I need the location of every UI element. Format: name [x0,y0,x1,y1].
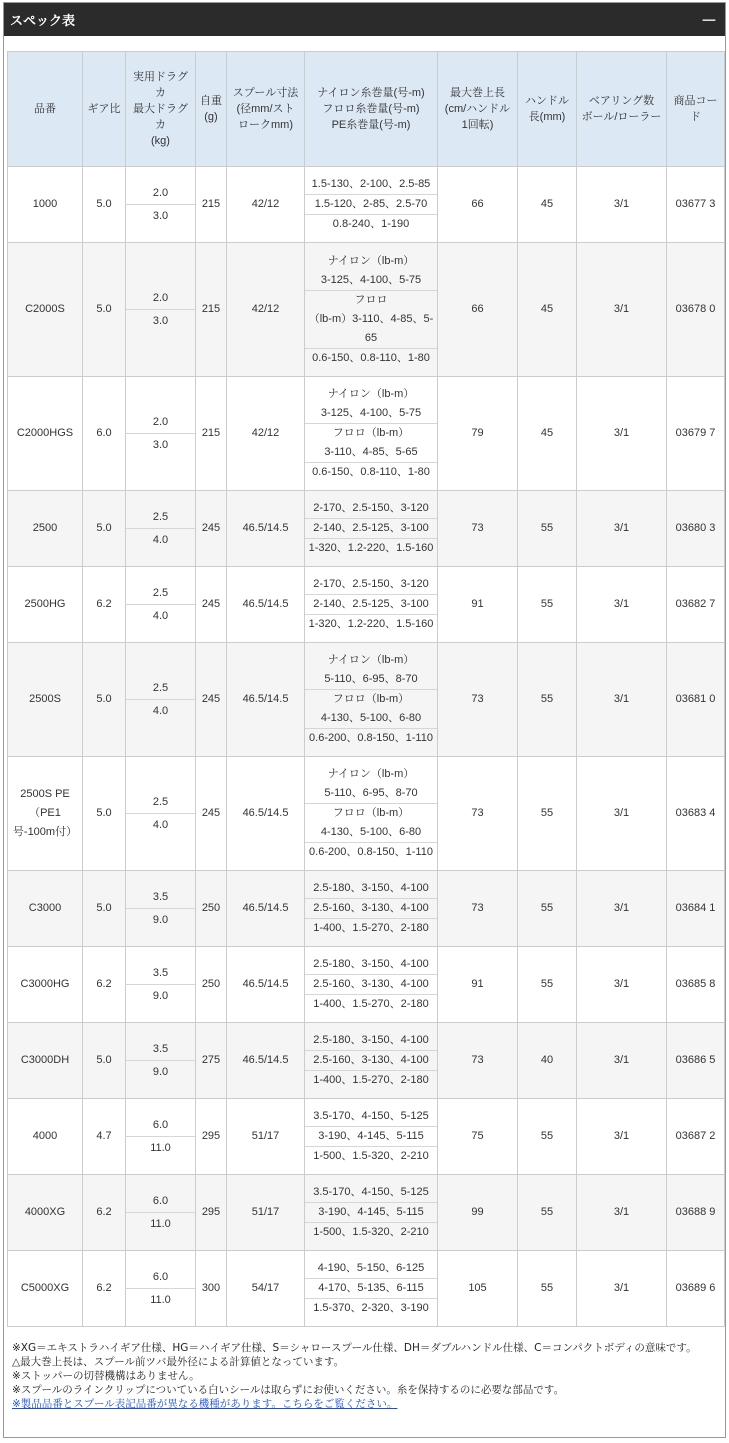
cell-line [305,871,438,947]
drag-value: 2.0 [152,292,169,304]
cell-spool: 46.5/14.5 [227,757,305,871]
cell-drag [126,167,196,243]
cell-spool: 42/12 [227,243,305,377]
cell-bearing: 3/1 [577,567,667,643]
cell-weight: 250 [196,871,227,947]
cell-spool: 46.5/14.5 [227,871,305,947]
line-value: フロロ（lb-m） 4-130、5-100、6-80 [305,689,437,728]
cell-code: 03687 2 [667,1099,725,1175]
line-value: 0.8-240、1-190 [305,214,437,234]
panel-title: スペック表 [10,14,76,29]
cell-bearing: 3/1 [577,1175,667,1251]
cell-code: 03685 8 [667,947,725,1023]
cell-handle: 45 [518,167,577,243]
line-value: ナイロン（lb-m） 5-110、6-95、8-70 [324,654,418,685]
cell-handle: 55 [518,567,577,643]
cell-weight: 300 [196,1251,227,1327]
column-header: 最大巻上長(cm/ハンドル1回転) [438,52,518,167]
column-header: スプール寸法 (径mm/ストロークmm) [227,52,305,167]
collapse-icon[interactable]: － [700,11,717,30]
line-value: 4-190、5-150、6-125 [317,1262,425,1274]
column-header: ナイロン糸巻量(号-m) フロロ糸巻量(号-m) PE糸巻量(号-m) [305,52,438,167]
cell-weight: 295 [196,1099,227,1175]
line-value: 1-500、1.5-320、2-210 [305,1222,437,1242]
cell-weight: 295 [196,1175,227,1251]
line-value: ナイロン（lb-m） 5-110、6-95、8-70 [324,768,418,799]
cell-code: 03688 9 [667,1175,725,1251]
drag-value: 2.5 [152,511,169,523]
drag-value: 4.0 [126,699,195,722]
line-value: 2.5-180、3-150、4-100 [313,958,429,970]
cell-model: C3000DH [8,1023,83,1099]
cell-gear: 5.0 [83,167,126,243]
line-value: 0.6-200、0.8-150、1-110 [305,728,437,748]
drag-value: 9.0 [126,984,195,1007]
cell-handle: 55 [518,1251,577,1327]
table-row [8,757,725,871]
cell-spool: 42/12 [227,167,305,243]
drag-value: 9.0 [126,908,195,931]
cell-bearing: 3/1 [577,1023,667,1099]
cell-line [305,567,438,643]
cell-drag [126,491,196,567]
line-value: ナイロン（lb-m） 3-125、4-100、5-75 [320,388,422,419]
table-row [8,243,725,377]
drag-value: 2.5 [152,796,169,808]
drag-value: 4.0 [126,604,195,627]
drag-value: 2.5 [152,587,169,599]
drag-value: 3.0 [126,204,195,227]
cell-code: 03684 1 [667,871,725,947]
cell-gear: 5.0 [83,643,126,757]
line-value: 1-400、1.5-270、2-180 [305,918,437,938]
line-value: ナイロン（lb-m） 3-125、4-100、5-75 [320,254,422,286]
drag-value: 6.0 [152,1195,169,1207]
cell-line [305,1023,438,1099]
table-row [8,567,725,643]
cell-gear: 6.2 [83,1175,126,1251]
cell-model: 2500 [8,491,83,567]
column-header: ベアリング数 ボール/ローラー [577,52,667,167]
drag-value: 6.0 [152,1119,169,1131]
cell-drag [126,757,196,871]
notes-section [12,1341,724,1411]
cell-bearing: 3/1 [577,757,667,871]
table-row [8,377,725,491]
cell-drag [126,1023,196,1099]
line-value: 0.6-200、0.8-150、1-110 [305,842,437,862]
note-line: ※XG＝エキストラハイギア仕様、HG＝ハイギア仕様、S＝シャロースプール仕様、DH＝ダブルハンドル仕様、C＝コンパクトボディの意味です。 [12,1342,697,1354]
cell-weight: 250 [196,947,227,1023]
table-row [8,871,725,947]
cell-handle: 55 [518,757,577,871]
drag-value: 3.5 [152,967,169,979]
cell-line [305,1175,438,1251]
line-value: 2.5-180、3-150、4-100 [313,1034,429,1046]
cell-bearing: 3/1 [577,947,667,1023]
cell-code: 03678 0 [667,243,725,377]
drag-value: 11.0 [126,1288,195,1311]
line-value: 3-190、4-145、5-115 [305,1202,437,1222]
cell-weight: 245 [196,491,227,567]
cell-drag [126,1251,196,1327]
line-value: 2.5-160、3-130、4-100 [305,1050,437,1070]
line-value: 1.5-130、2-100、2.5-85 [311,178,431,190]
cell-code: 03677 3 [667,167,725,243]
cell-gear: 4.7 [83,1099,126,1175]
drag-value: 6.0 [152,1271,169,1283]
cell-gear: 6.2 [83,1251,126,1327]
cell-drag [126,947,196,1023]
cell-weight: 215 [196,167,227,243]
cell-handle: 40 [518,1023,577,1099]
drag-value: 9.0 [126,1060,195,1083]
cell-spool: 46.5/14.5 [227,1023,305,1099]
note-line: △最大巻上長は、スプール前ツバ最外径による計算値となっています。 [12,1356,344,1368]
cell-gear: 5.0 [83,243,126,377]
cell-retrieve: 79 [438,377,518,491]
line-value: 1-400、1.5-270、2-180 [305,1070,437,1090]
line-value: 1.5-370、2-320、3-190 [305,1298,437,1318]
table-row [8,643,725,757]
cell-retrieve: 73 [438,491,518,567]
line-value: 1-320、1.2-220、1.5-160 [305,538,437,558]
drag-value: 3.0 [126,309,195,332]
table-row [8,1251,725,1327]
cell-code: 03681 0 [667,643,725,757]
cell-weight: 275 [196,1023,227,1099]
cell-gear: 6.0 [83,377,126,491]
spool-model-link[interactable]: ※製品品番とスプール表記品番が異なる機種があります。こちらをご覧ください。 [12,1398,398,1410]
cell-spool: 42/12 [227,377,305,491]
column-header: 品番 [8,52,83,167]
cell-model: 4000 [8,1099,83,1175]
cell-handle: 55 [518,643,577,757]
cell-code: 03689 6 [667,1251,725,1327]
cell-spool: 54/17 [227,1251,305,1327]
cell-retrieve: 66 [438,243,518,377]
cell-code: 03679 7 [667,377,725,491]
table-body [8,167,725,1327]
cell-gear: 5.0 [83,1023,126,1099]
cell-bearing: 3/1 [577,1099,667,1175]
drag-value: 2.5 [152,682,169,694]
cell-code: 03686 5 [667,1023,725,1099]
cell-retrieve: 73 [438,871,518,947]
line-value: 4-170、5-135、6-115 [305,1278,437,1298]
line-value: 0.6-150、0.8-110、1-80 [305,462,437,482]
cell-model: 2500HG [8,567,83,643]
spec-table [7,51,725,1327]
cell-handle: 55 [518,491,577,567]
cell-retrieve: 73 [438,757,518,871]
cell-line [305,167,438,243]
drag-value: 4.0 [126,528,195,551]
note-line: ※スプールのラインクリップについている白いシールは取らずにお使いください。糸を保持するのに必要な部品です。 [12,1384,565,1396]
table-row [8,947,725,1023]
spec-panel [3,2,726,1438]
cell-drag [126,1175,196,1251]
cell-spool: 46.5/14.5 [227,567,305,643]
cell-retrieve: 73 [438,643,518,757]
table-row [8,1099,725,1175]
cell-line [305,491,438,567]
line-value: 3.5-170、4-150、5-125 [313,1186,429,1198]
cell-code: 03680 3 [667,491,725,567]
table-row [8,1175,725,1251]
cell-line [305,947,438,1023]
cell-line [305,1251,438,1327]
drag-value: 3.5 [152,891,169,903]
cell-code: 03682 7 [667,567,725,643]
table-header-row [8,52,725,167]
cell-line [305,1099,438,1175]
column-header: 実用ドラグカ 最大ドラグカ (kg) [126,52,196,167]
drag-value: 4.0 [126,813,195,836]
column-header: 商品コード [667,52,725,167]
cell-handle: 55 [518,1099,577,1175]
cell-model: 4000XG [8,1175,83,1251]
cell-handle: 55 [518,947,577,1023]
cell-drag [126,871,196,947]
line-value: 1-320、1.2-220、1.5-160 [305,614,437,634]
drag-value: 11.0 [126,1212,195,1235]
line-value: 1.5-120、2-85、2.5-70 [305,194,437,214]
cell-bearing: 3/1 [577,1251,667,1327]
cell-bearing: 3/1 [577,377,667,491]
cell-weight: 215 [196,243,227,377]
cell-handle: 45 [518,377,577,491]
line-value: 1-500、1.5-320、2-210 [305,1146,437,1166]
drag-value: 11.0 [126,1136,195,1159]
note-line: ※ストッパーの切替機構はありません。 [12,1370,200,1382]
cell-spool: 46.5/14.5 [227,491,305,567]
panel-header [4,3,725,36]
table-row [8,491,725,567]
line-value: 2.5-160、3-130、4-100 [305,974,437,994]
cell-model: 2500S [8,643,83,757]
cell-handle: 55 [518,871,577,947]
cell-drag [126,377,196,491]
line-value: 2.5-160、3-130、4-100 [305,898,437,918]
line-value: 3-190、4-145、5-115 [305,1126,437,1146]
table-row [8,167,725,243]
table-row [8,1023,725,1099]
column-header: 自重 (g) [196,52,227,167]
drag-value: 3.5 [152,1043,169,1055]
line-value: 2-170、2.5-150、3-120 [313,578,429,590]
cell-spool: 46.5/14.5 [227,947,305,1023]
cell-handle: 45 [518,243,577,377]
cell-line [305,643,438,757]
line-value: 3.5-170、4-150、5-125 [313,1110,429,1122]
spec-table-wrapper [7,51,724,1327]
cell-bearing: 3/1 [577,167,667,243]
cell-weight: 215 [196,377,227,491]
cell-model: C2000S [8,243,83,377]
line-value: 2-170、2.5-150、3-120 [313,502,429,514]
cell-drag [126,243,196,377]
cell-model: C3000HG [8,947,83,1023]
cell-line [305,243,438,377]
drag-value: 2.0 [152,187,169,199]
cell-gear: 5.0 [83,757,126,871]
cell-gear: 6.2 [83,567,126,643]
cell-line [305,377,438,491]
line-value: 1-400、1.5-270、2-180 [305,994,437,1014]
cell-bearing: 3/1 [577,243,667,377]
drag-value: 3.0 [126,433,195,456]
cell-drag [126,1099,196,1175]
cell-gear: 6.2 [83,947,126,1023]
cell-gear: 5.0 [83,491,126,567]
cell-weight: 245 [196,643,227,757]
line-value: フロロ（lb-m） 3-110、4-85、5-65 [305,423,437,462]
cell-retrieve: 66 [438,167,518,243]
line-value: フロロ（lb-m） 4-130、5-100、6-80 [305,803,437,842]
cell-drag [126,567,196,643]
cell-handle: 55 [518,1175,577,1251]
cell-code: 03683 4 [667,757,725,871]
line-value: 0.6-150、0.8-110、1-80 [305,348,437,368]
cell-model: C3000 [8,871,83,947]
cell-weight: 245 [196,757,227,871]
cell-retrieve: 99 [438,1175,518,1251]
cell-model: C5000XG [8,1251,83,1327]
cell-retrieve: 91 [438,567,518,643]
cell-bearing: 3/1 [577,871,667,947]
line-value: 2.5-180、3-150、4-100 [313,882,429,894]
cell-spool: 51/17 [227,1175,305,1251]
cell-drag [126,643,196,757]
cell-spool: 46.5/14.5 [227,643,305,757]
cell-bearing: 3/1 [577,643,667,757]
drag-value: 2.0 [152,416,169,428]
cell-model: C2000HGS [8,377,83,491]
cell-gear: 5.0 [83,871,126,947]
column-header: ギア比 [83,52,126,167]
cell-retrieve: 105 [438,1251,518,1327]
cell-retrieve: 91 [438,947,518,1023]
cell-retrieve: 73 [438,1023,518,1099]
cell-spool: 51/17 [227,1099,305,1175]
cell-line [305,757,438,871]
column-header: ハンドル長(mm) [518,52,577,167]
cell-weight: 245 [196,567,227,643]
cell-retrieve: 75 [438,1099,518,1175]
cell-model: 1000 [8,167,83,243]
line-value: 2-140、2.5-125、3-100 [305,594,437,614]
cell-model: 2500S PE（PE1号-100m付） [8,757,83,871]
line-value: フロロ （lb-m）3-110、4-85、5-65 [305,290,437,348]
cell-bearing: 3/1 [577,491,667,567]
line-value: 2-140、2.5-125、3-100 [305,518,437,538]
